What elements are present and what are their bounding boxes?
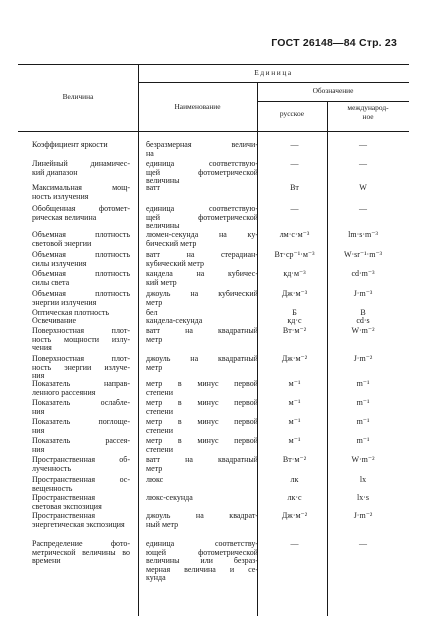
table-cell-unit-name	[146, 160, 258, 186]
table-cell-unit-name	[146, 355, 258, 372]
table-cell-quantity	[26, 327, 130, 353]
column-header-unit: Единица	[254, 68, 293, 77]
table-cell-russian-symbol: лм·с·м⁻³	[279, 230, 310, 239]
table-cell-international-symbol: W·m⁻²	[351, 455, 375, 464]
unit-name-line: ватт на стерадиан-	[146, 251, 258, 259]
quantity-line: Обобщенная фотомет-	[32, 205, 130, 213]
table-cell-quantity	[26, 270, 130, 287]
table-cell-international-symbol: cd·m⁻³	[351, 269, 375, 278]
table-cell-russian-symbol: м⁻¹	[288, 379, 301, 388]
table-cell-russian-symbol: м⁻¹	[288, 436, 301, 445]
unit-name-line: джоуль на квадратный	[146, 355, 258, 363]
quantity-line: Показатель ослабле-	[32, 399, 130, 407]
unit-name-line: степени	[146, 407, 173, 416]
unit-name-line: щей фотометрической	[146, 168, 258, 177]
unit-name-line: бел	[146, 309, 158, 317]
page-header: ГОСТ 26148—84 Стр. 23	[271, 37, 397, 49]
table-cell-unit-name	[146, 317, 258, 326]
table-cell-russian-symbol: Дж·м⁻²	[281, 354, 308, 363]
quantity-line: Поверхностная плот-	[32, 355, 130, 363]
table-cell-quantity	[26, 380, 130, 397]
quantity-line: Объемная плотность	[32, 251, 130, 259]
table-cell-international-symbol: lm·s·m⁻³	[348, 230, 378, 239]
table-cell-quantity	[26, 399, 130, 416]
quantity-line: Оптическая плотность	[32, 309, 109, 317]
table-cell-quantity	[26, 512, 130, 529]
quantity-line: Показатель направ-	[32, 380, 130, 388]
table-cell-international-symbol: J·m⁻²	[353, 511, 373, 520]
quantity-line: силы излучения	[32, 259, 87, 268]
quantity-line: ния	[32, 407, 45, 416]
unit-name-line: метр в минус первой	[146, 418, 258, 426]
unit-name-line: кий метр	[146, 278, 177, 287]
unit-name-line: метр в минус первой	[146, 380, 258, 388]
col-divider-1	[138, 64, 139, 616]
table-cell-quantity	[26, 205, 130, 222]
quantity-line: кий диапазон	[32, 168, 78, 177]
column-header-russian: русское	[279, 109, 305, 118]
unit-name-line: метр	[146, 363, 163, 372]
table-cell-quantity	[26, 141, 130, 150]
unit-name-line: единица соответствую-	[146, 205, 258, 213]
unit-name-line: ющей фотометрической	[146, 548, 258, 557]
quantity-line: ния	[32, 372, 45, 381]
table-cell-international-symbol: —	[359, 539, 367, 548]
table-cell-international-symbol: —	[359, 204, 367, 213]
table-cell-unit-name	[146, 141, 258, 158]
column-header-quantity: Величина	[62, 92, 94, 101]
unit-name-line: единица соответствую-	[146, 160, 258, 168]
table-cell-unit-name	[146, 456, 258, 473]
unit-name-line: ватт на квадратный	[146, 327, 258, 335]
table-cell-quantity	[26, 355, 130, 381]
unit-name-line: метр	[146, 335, 163, 344]
unit-name-line: метр в минус первой	[146, 399, 258, 407]
unit-name-line: джоуль на квадрат-	[146, 512, 258, 520]
table-cell-unit-name	[146, 327, 258, 344]
table-cell-quantity	[26, 184, 130, 201]
unit-header-rule	[138, 82, 409, 83]
table-cell-international-symbol: lx·s	[357, 493, 369, 502]
table-cell-quantity	[26, 540, 130, 566]
unit-name-line: кандела на кубичес-	[146, 270, 258, 278]
unit-name-line: метр в минус первой	[146, 437, 258, 445]
table-cell-russian-symbol: Вт	[290, 183, 299, 192]
table-cell-russian-symbol: кд·с	[287, 316, 302, 325]
table-cell-quantity	[26, 231, 130, 248]
col-divider-3	[327, 101, 328, 616]
quantity-line: ность энергии излуче-	[32, 363, 130, 372]
unit-name-line: величины или безраз-	[146, 557, 258, 566]
unit-name-line: единица соответству-	[146, 540, 258, 548]
unit-name-line: метр	[146, 464, 163, 473]
table-cell-russian-symbol: Б	[292, 308, 297, 317]
table-cell-international-symbol: lx	[359, 475, 367, 484]
table-top-rule	[18, 64, 409, 65]
table-cell-quantity	[26, 290, 130, 307]
unit-name-line: ватт	[146, 184, 161, 192]
table-cell-quantity	[26, 437, 130, 454]
quantity-line: световая экспозиция	[32, 502, 102, 511]
table-cell-russian-symbol: кд·м⁻³	[283, 269, 306, 278]
header-bottom-rule	[18, 131, 409, 132]
unit-name-line: кунда	[146, 574, 166, 583]
designation-header-rule	[257, 101, 409, 102]
table-cell-unit-name	[146, 476, 258, 485]
quantity-line: Пространственная об-	[32, 456, 130, 464]
quantity-line: рическая величина	[32, 213, 97, 222]
unit-name-line: люкс-секунда	[146, 494, 193, 502]
unit-name-line: на	[146, 149, 154, 158]
column-header-international	[327, 104, 409, 121]
unit-name-line: безразмерная величи-	[146, 141, 258, 149]
unit-name-line: степени	[146, 426, 173, 435]
table-cell-russian-symbol: —	[290, 140, 299, 149]
column-header-designation: Обозначение	[312, 86, 354, 95]
unit-name-line: люкс	[146, 476, 164, 484]
table-cell-unit-name	[146, 418, 258, 435]
unit-name-line: величины	[146, 177, 180, 186]
table-cell-russian-symbol: Дж·м⁻³	[281, 289, 308, 298]
table-cell-international-symbol: —	[359, 159, 367, 168]
quantity-line: Коэффициент яркости	[32, 141, 108, 149]
table-cell-unit-name	[146, 399, 258, 416]
table-cell-international-symbol: m⁻¹	[356, 379, 370, 388]
table-cell-unit-name	[146, 270, 258, 287]
quantity-line: Пространственная	[32, 512, 96, 520]
table-cell-russian-symbol: м⁻¹	[288, 398, 301, 407]
unit-name-line: джоуль на кубический	[146, 290, 258, 298]
quantity-line: ленного рассеяния	[32, 388, 96, 397]
unit-name-line: щей фотометрической	[146, 213, 258, 222]
international-line-2: ное	[362, 112, 374, 121]
quantity-line: Максимальная мощ-	[32, 184, 130, 192]
quantity-line: вещенность	[32, 484, 73, 493]
quantity-line: ность излучения	[32, 192, 89, 201]
table-cell-international-symbol: —	[359, 140, 367, 149]
quantity-line: времени	[32, 557, 61, 566]
quantity-line: силы света	[32, 278, 70, 287]
table-cell-unit-name	[146, 437, 258, 454]
table-cell-unit-name	[146, 380, 258, 397]
table-cell-russian-symbol: —	[290, 539, 299, 548]
table-cell-international-symbol: W·sr⁻¹·m⁻³	[343, 250, 383, 259]
unit-name-line: бический метр	[146, 239, 197, 248]
quantity-line: чения	[32, 344, 52, 353]
table-cell-unit-name	[146, 512, 258, 529]
table-cell-international-symbol: m⁻¹	[356, 436, 370, 445]
table-cell-russian-symbol: —	[290, 204, 299, 213]
quantity-line: ния	[32, 445, 45, 454]
unit-name-line: степени	[146, 445, 173, 454]
table-cell-russian-symbol: Вт·м⁻²	[282, 455, 307, 464]
table-cell-russian-symbol: Вт·м⁻²	[282, 326, 307, 335]
quantity-line: Объемная плотность	[32, 231, 130, 239]
table-cell-russian-symbol: м⁻¹	[288, 417, 301, 426]
table-cell-international-symbol: J·m⁻³	[353, 289, 373, 298]
quantity-line: Объемная плотность	[32, 290, 130, 298]
quantity-line: метрической величины во	[32, 548, 130, 557]
table-cell-quantity	[26, 418, 130, 435]
table-cell-russian-symbol: Дж·м⁻²	[281, 511, 308, 520]
table-cell-international-symbol: J·m⁻²	[353, 354, 373, 363]
unit-name-line: метр	[146, 298, 163, 307]
table-cell-quantity	[26, 476, 130, 493]
quantity-line: лученность	[32, 464, 72, 473]
table-cell-unit-name	[146, 231, 258, 248]
quantity-line: Освечивание	[32, 317, 77, 325]
unit-name-line: степени	[146, 388, 173, 397]
table-cell-international-symbol: m⁻¹	[356, 398, 370, 407]
table-cell-international-symbol: W·m⁻²	[351, 326, 375, 335]
table-cell-russian-symbol: лк·с	[287, 493, 302, 502]
table-cell-unit-name	[146, 494, 258, 503]
unit-name-line: кубический метр	[146, 259, 204, 268]
quantity-line: ность мощности излу-	[32, 335, 130, 344]
table-cell-unit-name	[146, 205, 258, 231]
unit-name-line: люмен-секунда на ку-	[146, 231, 258, 239]
table-cell-quantity	[26, 317, 130, 326]
table-cell-quantity	[26, 251, 130, 268]
quantity-line: ния	[32, 426, 45, 435]
quantity-line: Линейный динамичес-	[32, 160, 130, 168]
quantity-line: световой энергии	[32, 239, 92, 248]
table-cell-international-symbol: m⁻¹	[356, 417, 370, 426]
unit-name-line: ватт на квадратный	[146, 456, 258, 464]
table-cell-international-symbol: B	[360, 308, 366, 317]
table-cell-russian-symbol: —	[290, 159, 299, 168]
quantity-line: Показатель поглоще-	[32, 418, 130, 426]
table-cell-unit-name	[146, 251, 258, 268]
table-cell-unit-name	[146, 184, 258, 193]
table-cell-russian-symbol: Вт·ср⁻¹·м⁻³	[274, 250, 315, 259]
unit-name-line: мерная величина и се-	[146, 565, 258, 574]
table-cell-unit-name	[146, 540, 258, 583]
quantity-line: Показатель рассея-	[32, 437, 130, 445]
unit-name-line: величины	[146, 222, 180, 231]
table-cell-international-symbol: W	[359, 183, 367, 192]
column-header-name: Наименование	[174, 102, 221, 111]
table-cell-international-symbol: cd·s	[356, 316, 370, 325]
quantity-line: Пространственная	[32, 494, 96, 502]
quantity-line: Объемная плотность	[32, 270, 130, 278]
unit-name-line: кандела-секунда	[146, 317, 203, 325]
quantity-line: Распределение фото-	[32, 540, 130, 548]
quantity-line: энергии излучения	[32, 298, 97, 307]
quantity-line: Пространственная ос-	[32, 476, 130, 484]
quantity-line: энергетическая экспозиция	[32, 520, 125, 529]
table-cell-quantity	[26, 494, 130, 511]
quantity-line: Поверхностная плот-	[32, 327, 130, 335]
table-cell-quantity	[26, 160, 130, 177]
table-cell-quantity	[26, 456, 130, 473]
unit-name-line: ный метр	[146, 520, 179, 529]
table-cell-russian-symbol: лк	[290, 475, 299, 484]
table-cell-unit-name	[146, 290, 258, 307]
international-line-1: международ-	[347, 104, 389, 112]
